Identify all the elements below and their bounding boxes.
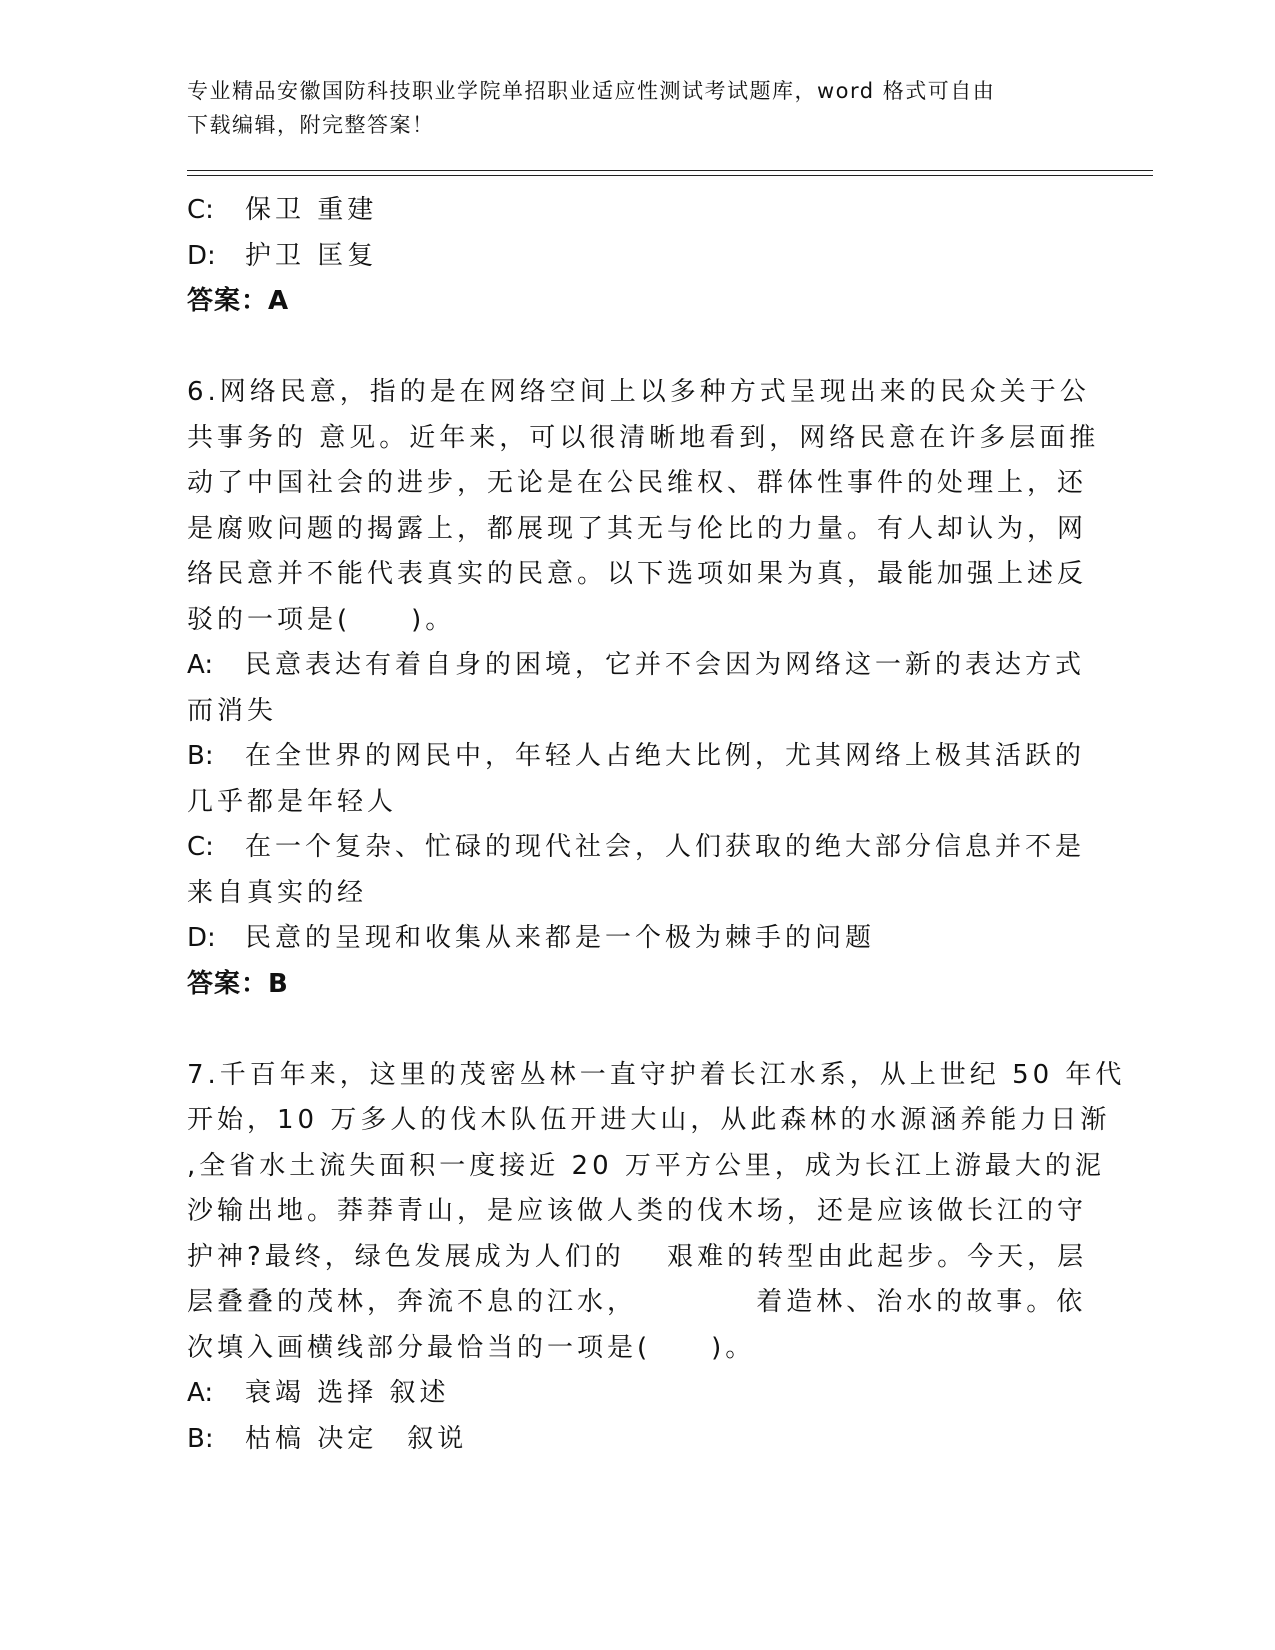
answer-label: 答案：B (187, 968, 289, 999)
prev-question (187, 188, 1087, 325)
option-a-continued: 而消失 (187, 695, 278, 726)
question-text-line: 次填入画横线部分最恰当的一项是( )。 (187, 1332, 756, 1363)
header-line-2: 下载编辑，附完整答案！ (187, 113, 435, 137)
question-text-line: 驳的一项是( )。 (187, 604, 456, 635)
option-a: A: 民意表达有着自身的困境，它并不会因为网络这一新的表达方式 (187, 650, 1086, 680)
header-line-1: 专业精品安徽国防科技职业学院单招职业适应性测试考试题库，word 格式可自由 (187, 79, 996, 103)
question-text-line: 共事务的 意见。近年来，可以很清晰地看到，网络民意在许多层面推 (187, 422, 1100, 453)
option-b: B: 在全世界的网民中，年轻人占绝大比例，尤其网络上极其活跃的 (187, 741, 1086, 771)
page-header (187, 74, 1067, 142)
spacer (187, 325, 1087, 371)
header-divider-top (187, 170, 1153, 171)
option-b: B: 枯槁 决定 叙说 (187, 1423, 468, 1454)
question-7 (187, 1053, 1126, 1463)
question-text-line: ,全省水土流失面积一度接近 20 万平方公里，成为长江上游最大的泥 (187, 1150, 1105, 1181)
question-text-line: 护神?最终，绿色发展成为人们的 艰难的转型由此起步。今天，层 (187, 1241, 1088, 1272)
question-text-line: 6.网络民意，指的是在网络空间上以多种方式呈现出来的民众关于公 (187, 377, 1090, 407)
question-6 (187, 370, 1100, 1007)
document-body (187, 188, 1126, 1462)
spacer (187, 1007, 1087, 1053)
option-c: C: 保卫 重建 (187, 195, 378, 225)
option-c: C: 在一个复杂、忙碌的现代社会，人们获取的绝大部分信息并不是 (187, 832, 1086, 862)
option-b-continued: 几乎都是年轻人 (187, 786, 398, 817)
question-text-line: 沙输出地。莽莽青山，是应该做人类的伐木场，还是应该做长江的守 (187, 1196, 1088, 1226)
question-text-line: 开始，10 万多人的伐木队伍开进大山，从此森林的水源涵养能力日渐 (187, 1105, 1111, 1135)
question-text-line: 是腐败问题的揭露上，都展现了其无与伦比的力量。有人却认为，网 (187, 513, 1088, 544)
question-text-line: 层叠叠的茂林，奔流不息的江水， 着造林、治水的故事。依 (187, 1287, 1087, 1317)
header-divider-bottom (187, 175, 1153, 176)
answer-label: 答案：A (187, 286, 290, 316)
question-text-line: 动了中国社会的进步，无论是在公民维权、群体性事件的处理上，还 (187, 468, 1088, 498)
option-c-continued: 来自真实的经 (187, 877, 368, 908)
option-a: A: 衰竭 选择 叙述 (187, 1378, 450, 1408)
question-text-line: 络民意并不能代表真实的民意。以下选项如果为真，最能加强上述反 (187, 559, 1088, 589)
option-d: D: 民意的呈现和收集从来都是一个极为棘手的问题 (187, 923, 876, 953)
question-text-line: 7.千百年来，这里的茂密丛林一直守护着长江水系，从上世纪 50 年代 (187, 1059, 1126, 1090)
option-d: D: 护卫 匡复 (187, 240, 378, 271)
